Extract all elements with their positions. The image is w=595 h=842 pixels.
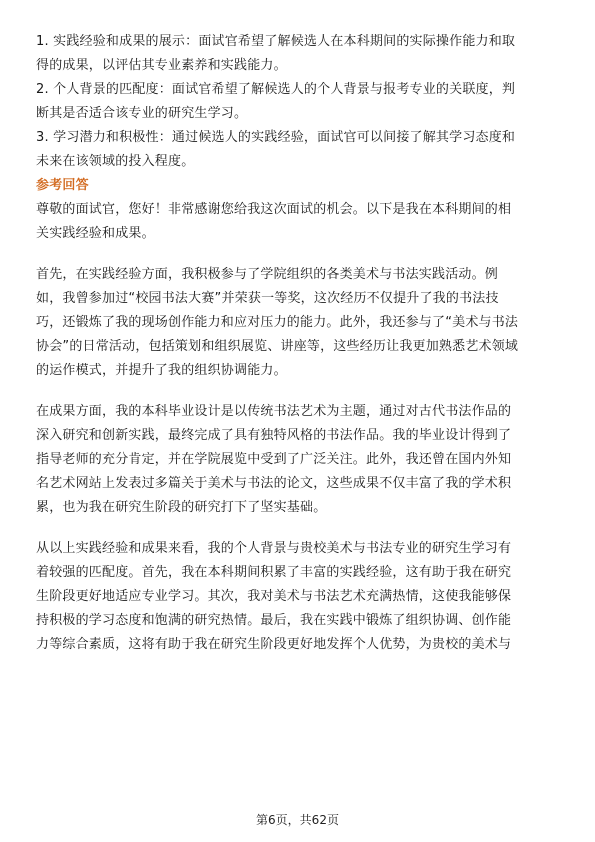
paragraph-experience	[36, 263, 561, 383]
criterion-line: 3. 学习潜力和积极性：通过候选人的实践经验，面试官可以间接了解其学习态度和	[36, 130, 516, 145]
paragraph-gap	[36, 246, 561, 263]
paragraph-line: 深入研究和创新实践，最终完成了具有独特风格的书法作品。我的毕业设计得到了	[36, 428, 512, 443]
paragraph-line: 协会”的日常活动，包括策划和组织展览、讲座等，这些经历让我更加熟悉艺术领域	[36, 339, 519, 354]
paragraph-line: 累，也为我在研究生阶段的研究打下了坚实基础。	[36, 500, 327, 515]
document-body	[36, 30, 561, 657]
paragraph-line: 尊敬的面试官，您好！非常感谢您给我这次面试的机会。以下是我在本科期间的相	[36, 202, 512, 217]
paragraph-achievements	[36, 400, 561, 520]
criterion-3	[36, 126, 561, 174]
paragraph-fit	[36, 537, 561, 657]
paragraph-line: 在成果方面，我的本科毕业设计是以传统书法艺术为主题，通过对古代书法作品的	[36, 404, 512, 419]
criterion-2	[36, 78, 561, 126]
paragraph-line: 首先，在实践经验方面，我积极参与了学院组织的各类美术与书法实践活动。例	[36, 267, 499, 282]
paragraph-line: 着较强的匹配度。首先，我在本科期间积累了丰富的实践经验，这有助于我在研究	[36, 565, 512, 580]
paragraph-line: 巧，还锻炼了我的现场创作能力和应对压力的能力。此外，我还参与了“美术与书法	[36, 315, 519, 330]
criterion-line: 得的成果，以评估其专业素养和实践能力。	[36, 58, 287, 73]
page-number: 第6页，共62页	[256, 813, 339, 827]
paragraph-line: 指导老师的充分肯定，并在学院展览中受到了广泛关注。此外，我还曾在国内外知	[36, 452, 512, 467]
criterion-line: 断其是否适合该专业的研究生学习。	[36, 106, 248, 121]
paragraph-line: 持积极的学习态度和饱满的研究热情。最后，我在实践中锻炼了组织协调、创作能	[36, 613, 512, 628]
paragraph-line: 力等综合素质，这将有助于我在研究生阶段更好地发挥个人优势，为贵校的美术与	[36, 637, 512, 652]
paragraph-line: 从以上实践经验和成果来看，我的个人背景与贵校美术与书法专业的研究生学习有	[36, 541, 512, 556]
paragraph-gap	[36, 520, 561, 537]
paragraph-line: 名艺术网站上发表过多篇关于美术与书法的论文，这些成果不仅丰富了我的学术积	[36, 476, 512, 491]
paragraph-line: 的运作模式，并提升了我的组织协调能力。	[36, 363, 287, 378]
criterion-line: 2. 个人背景的匹配度：面试官希望了解候选人的个人背景与报考专业的关联度，判	[36, 82, 516, 97]
criterion-line: 1. 实践经验和成果的展示：面试官希望了解候选人在本科期间的实际操作能力和取	[36, 34, 516, 49]
paragraph-greeting	[36, 198, 561, 246]
answer-heading: 参考回答	[36, 178, 89, 193]
paragraph-line: 关实践经验和成果。	[36, 226, 155, 241]
criterion-line: 未来在该领域的投入程度。	[36, 154, 195, 169]
paragraph-line: 生阶段更好地适应专业学习。其次，我对美术与书法艺术充满热情，这使我能够保	[36, 589, 512, 604]
paragraph-gap	[36, 383, 561, 400]
paragraph-line: 如，我曾参加过“校园书法大赛”并荣获一等奖，这次经历不仅提升了我的书法技	[36, 291, 499, 306]
criterion-1	[36, 30, 561, 78]
